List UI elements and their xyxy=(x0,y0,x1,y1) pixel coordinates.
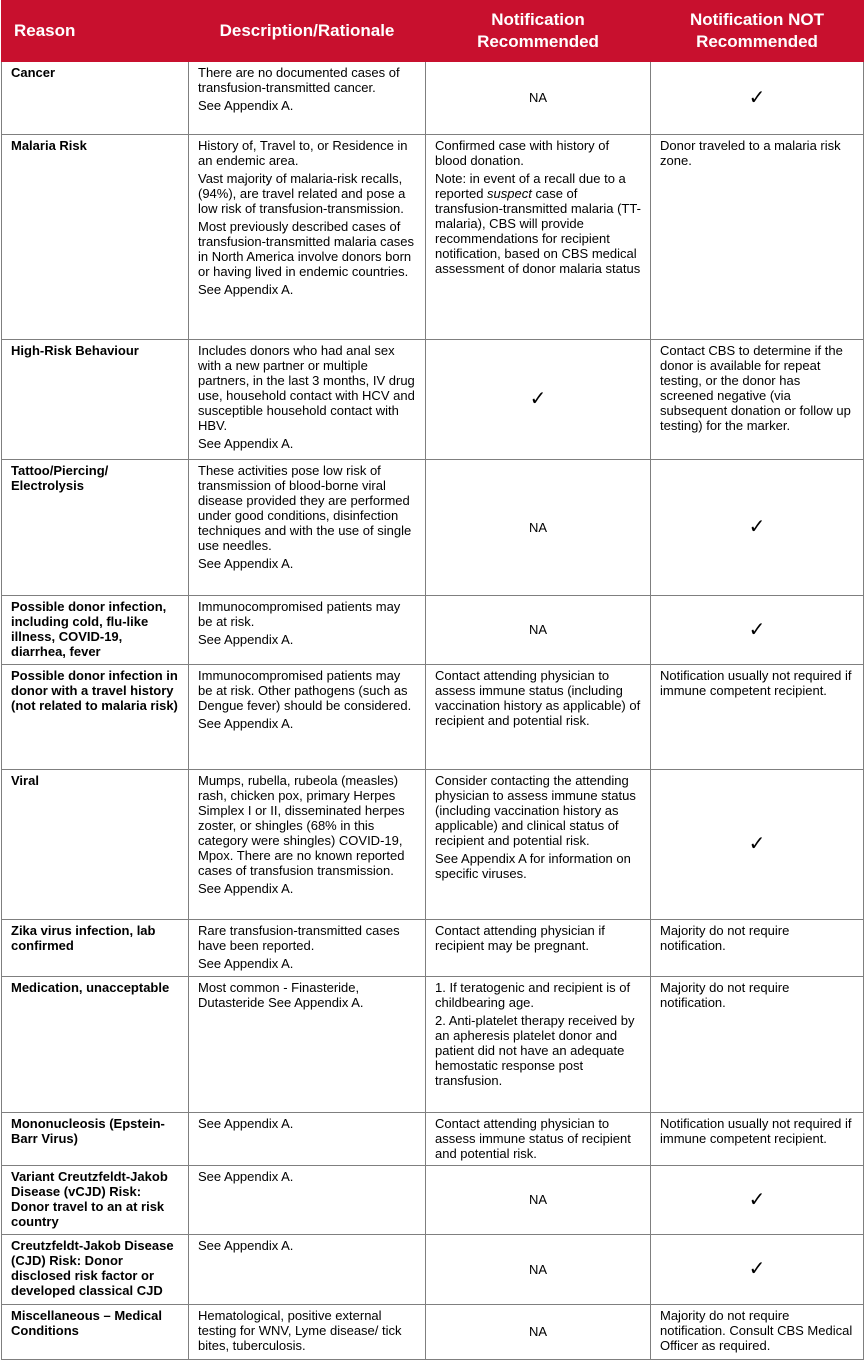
not-recommended-cell: Majority do not require notification. Consult CBS Medical Officer as required. xyxy=(651,1305,864,1360)
table-row xyxy=(2,596,864,665)
description-text: History of, Travel to, or Residence in an endemic area. xyxy=(198,138,408,168)
reason-cell: Possible donor infection in donor with a travel history (not related to malaria risk) xyxy=(2,665,189,770)
recommended-text: 2. Anti-platelet therapy received by an apheresis platelet donor and patient did not have an adequate hemostatic response post transfusion. xyxy=(435,1013,635,1088)
reason-cell: Miscellaneous – Medical Conditions xyxy=(2,1305,189,1360)
reason-cell: Zika virus infection, lab confirmed xyxy=(2,920,189,977)
recommended-cell xyxy=(426,977,651,1113)
recommended-note: Note: in event of a recall due to a reported suspect case of transfusion-transmitted malaria (TT-malaria), CBS will provide recommendations for recipient notification, based on CBS medical assessment of donor malaria status xyxy=(435,171,641,276)
not-recommended-cell: Contact CBS to determine if the donor is available for repeat testing, or the donor has screened negative (via subsequent donation or follow up testing) for the marker. xyxy=(651,340,864,460)
description-cell xyxy=(189,1166,426,1235)
table-row xyxy=(2,920,864,977)
description-text: Vast majority of malaria-risk recalls, (94%), are travel related and pose a low risk of transfusion-transmission. xyxy=(198,171,406,216)
recommended-cell xyxy=(426,135,651,340)
not-recommended-cell: Majority do not require notification. xyxy=(651,977,864,1113)
not-recommended-cell: Notification usually not required if immune competent recipient. xyxy=(651,1113,864,1166)
header-reason: Reason xyxy=(2,1,189,62)
description-text: There are no documented cases of transfusion-transmitted cancer. xyxy=(198,65,400,95)
table-row xyxy=(2,665,864,770)
reason-cell: Creutzfeldt-Jakob Disease (CJD) Risk: Donor disclosed risk factor or developed classical CJD xyxy=(2,1235,189,1305)
recommended-cell: NA xyxy=(426,1166,651,1235)
recommended-text: Contact attending physician to assess immune status (including vaccination history as applicable) of recipient and potential risk. xyxy=(435,668,641,728)
donor-recall-notification-table xyxy=(1,0,864,1360)
description-cell xyxy=(189,340,426,460)
reason-cell: Viral xyxy=(2,770,189,920)
description-cell xyxy=(189,977,426,1113)
table-row xyxy=(2,1166,864,1235)
not-recommended-cell: Donor traveled to a malaria risk zone. xyxy=(651,135,864,340)
check-icon: ✓ xyxy=(426,340,651,460)
description-text: See Appendix A. xyxy=(198,1238,294,1253)
check-icon: ✓ xyxy=(651,770,864,920)
description-text: Rare transfusion-transmitted cases have been reported. xyxy=(198,923,400,953)
recommended-cell: NA xyxy=(426,62,651,135)
reason-cell: Tattoo/Piercing/ Electrolysis xyxy=(2,460,189,596)
recommended-cell xyxy=(426,1113,651,1166)
reason-cell: Malaria Risk xyxy=(2,135,189,340)
recommended-text: Contact attending physician to assess immune status of recipient and potential risk. xyxy=(435,1116,631,1161)
description-text: See Appendix A. xyxy=(198,1169,294,1184)
table-row xyxy=(2,977,864,1113)
reason-cell: Cancer xyxy=(2,62,189,135)
recommended-cell: NA xyxy=(426,1235,651,1305)
table-row xyxy=(2,1113,864,1166)
header-notification-not-recommended: Notification NOT Recommended xyxy=(651,1,864,62)
description-text: See Appendix A. xyxy=(198,956,294,971)
description-cell xyxy=(189,596,426,665)
reason-cell: Variant Creutzfeldt-Jakob Disease (vCJD) Risk: Donor travel to an at risk country xyxy=(2,1166,189,1235)
recommended-text: Consider contacting the attending physician to assess immune status (including vaccination history as applicable) and clinical status of recipient and potential risk. xyxy=(435,773,636,848)
reason-cell: Possible donor infection, including cold, flu-like illness, COVID-19, diarrhea, fever xyxy=(2,596,189,665)
header-notification-recommended: Notification Recommended xyxy=(426,1,651,62)
table-row xyxy=(2,340,864,460)
check-icon: ✓ xyxy=(651,1235,864,1305)
recommended-text: Contact attending physician if recipient may be pregnant. xyxy=(435,923,605,953)
description-text: Most common - Finasteride, Dutasteride See Appendix A. xyxy=(198,980,364,1010)
recommended-cell: NA xyxy=(426,460,651,596)
description-cell xyxy=(189,1235,426,1305)
table-row xyxy=(2,1235,864,1305)
reason-cell: High-Risk Behaviour xyxy=(2,340,189,460)
reason-cell: Mononucleosis (Epstein-Barr Virus) xyxy=(2,1113,189,1166)
description-cell xyxy=(189,920,426,977)
not-recommended-cell: Notification usually not required if immune competent recipient. xyxy=(651,665,864,770)
description-text: See Appendix A. xyxy=(198,556,294,571)
check-icon: ✓ xyxy=(651,1166,864,1235)
description-text: Includes donors who had anal sex with a new partner or multiple partners, in the last 3 months, IV drug use, household contact with HCV and susceptible household contact with HBV. xyxy=(198,343,415,433)
description-cell xyxy=(189,665,426,770)
recommended-cell xyxy=(426,665,651,770)
check-icon: ✓ xyxy=(651,460,864,596)
table-row xyxy=(2,62,864,135)
description-text: Most previously described cases of transfusion-transmitted malaria cases in North America involve donors born or having lived in endemic countries. xyxy=(198,219,415,279)
header-row xyxy=(2,1,864,62)
description-cell xyxy=(189,135,426,340)
description-text: See Appendix A. xyxy=(198,881,294,896)
description-cell xyxy=(189,460,426,596)
check-icon: ✓ xyxy=(651,596,864,665)
description-cell xyxy=(189,1113,426,1166)
header-description: Description/Rationale xyxy=(189,1,426,62)
description-text: See Appendix A. xyxy=(198,716,294,731)
table-row xyxy=(2,770,864,920)
description-text: Immunocompromised patients may be at risk. Other pathogens (such as Dengue fever) should be considered. xyxy=(198,668,412,713)
table-row xyxy=(2,135,864,340)
description-text: These activities pose low risk of transmission of blood-borne viral disease provided they are performed under good conditions, disinfection techniques and with the use of single use needles. xyxy=(198,463,412,553)
description-text: See Appendix A. xyxy=(198,1116,294,1131)
table-row xyxy=(2,460,864,596)
description-text: See Appendix A. xyxy=(198,98,294,113)
recommended-cell xyxy=(426,920,651,977)
description-text: See Appendix A. xyxy=(198,282,294,297)
recommended-text: 1. If teratogenic and recipient is of childbearing age. xyxy=(435,980,631,1010)
recommended-text: Confirmed case with history of blood donation. xyxy=(435,138,610,168)
recommended-text: See Appendix A for information on specific viruses. xyxy=(435,851,631,881)
description-cell xyxy=(189,770,426,920)
check-icon: ✓ xyxy=(651,62,864,135)
recommended-cell: NA xyxy=(426,1305,651,1360)
table-row xyxy=(2,1305,864,1360)
description-cell xyxy=(189,62,426,135)
reason-cell: Medication, unacceptable xyxy=(2,977,189,1113)
description-text: Hematological, positive external testing for WNV, Lyme disease/ tick bites, tuberculosis. xyxy=(198,1308,402,1353)
description-cell xyxy=(189,1305,426,1360)
recommended-cell xyxy=(426,770,651,920)
not-recommended-cell: Majority do not require notification. xyxy=(651,920,864,977)
recommended-cell: NA xyxy=(426,596,651,665)
description-text: See Appendix A. xyxy=(198,632,294,647)
description-text: Mumps, rubella, rubeola (measles) rash, chicken pox, primary Herpes Simplex I or II, disseminated herpes zoster, or shingles (68% in this category were shingles) COVID-19, Mpox. There are no known reported cases of transfusion transmission. xyxy=(198,773,405,878)
description-text: See Appendix A. xyxy=(198,436,294,451)
description-text: Immunocompromised patients may be at risk. xyxy=(198,599,401,629)
